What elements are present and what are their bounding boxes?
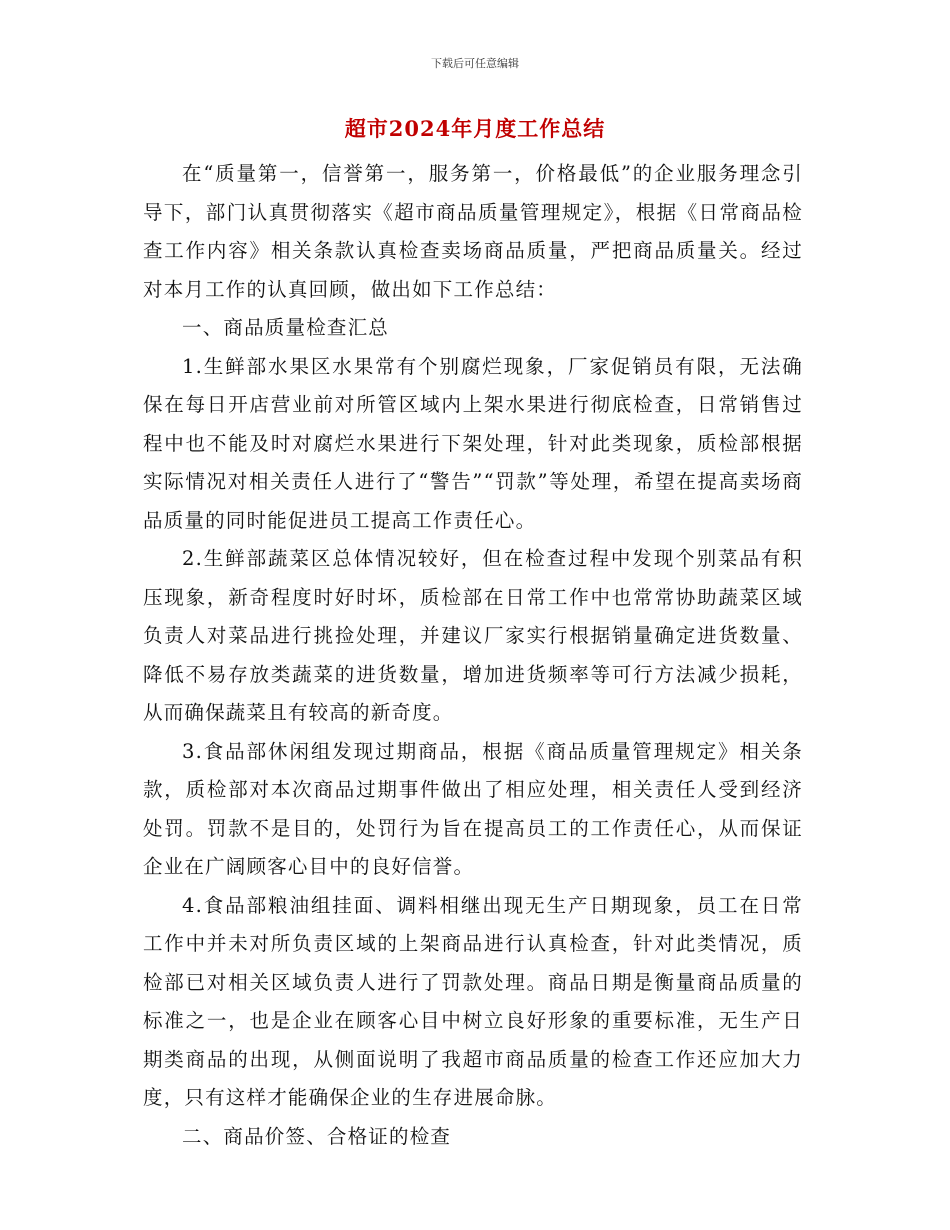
document-body: [143, 155, 803, 1156]
section-heading-2: 二、商品价签、合格证的检查: [182, 1124, 452, 1148]
item-paragraph-4: 4.食品部粮油组挂面、调料相继出现无生产日期现象，员工在日常工作中并未对所负责区域的上架商品进行认真检查，针对此类情况，质检部已对相关区域负责人进行了罚款处理。商品日期是衡量商品质量的标准之一，也是企业在顾客心目中树立良好形象的重要标准，无生产日期类商品的出现，从侧面说明了我超市商品质量的检查工作还应加大力度，只有这样才能确保企业的生存进展命脉。: [143, 893, 803, 1109]
item-paragraph-3: 3.食品部休闲组发现过期商品，根据《商品质量管理规定》相关条款，质检部对本次商品过期事件做出了相应处理，相关责任人受到经济处罚。罚款不是目的，处罚行为旨在提高员工的工作责任心，从而保证企业在广阔顾客心目中的良好信誉。: [143, 739, 803, 878]
item-paragraph-1: 1.生鲜部水果区水果常有个别腐烂现象，厂家促销员有限，无法确保在每日开店营业前对所管区域内上架水果进行彻底检查，日常销售过程中也不能及时对腐烂水果进行下架处理，针对此类现象，质检部根据实际情况对相关责任人进行了“警告”“罚款”等处理，希望在提高卖场商品质量的同时能促进员工提高工作责任心。: [143, 354, 803, 532]
section-heading-1: 一、商品质量检查汇总: [182, 316, 390, 339]
header-note: 下载后可任意编辑: [431, 57, 519, 70]
intro-paragraph: 在“质量第一，信誉第一，服务第一，价格最低”的企业服务理念引导下，部门认真贯彻落实《超市商品质量管理规定》，根据《日常商品检查工作内容》相关条款认真检查卖场商品质量，严把商品质量关。经过对本月工作的认真回顾，做出如下工作总结：: [143, 162, 803, 301]
item-paragraph-2: 2.生鲜部蔬菜区总体情况较好，但在检查过程中发现个别菜品有积压现象，新奇程度时好时坏，质检部在日常工作中也常常协助蔬菜区域负责人对菜品进行挑捡处理，并建议厂家实行根据销量确定进货数量、降低不易存放类蔬菜的进货数量，增加进货频率等可行方法减少损耗，从而确保蔬菜且有较高的新奇度。: [143, 547, 803, 724]
document-title: 超市2024年月度工作总结: [344, 116, 606, 141]
